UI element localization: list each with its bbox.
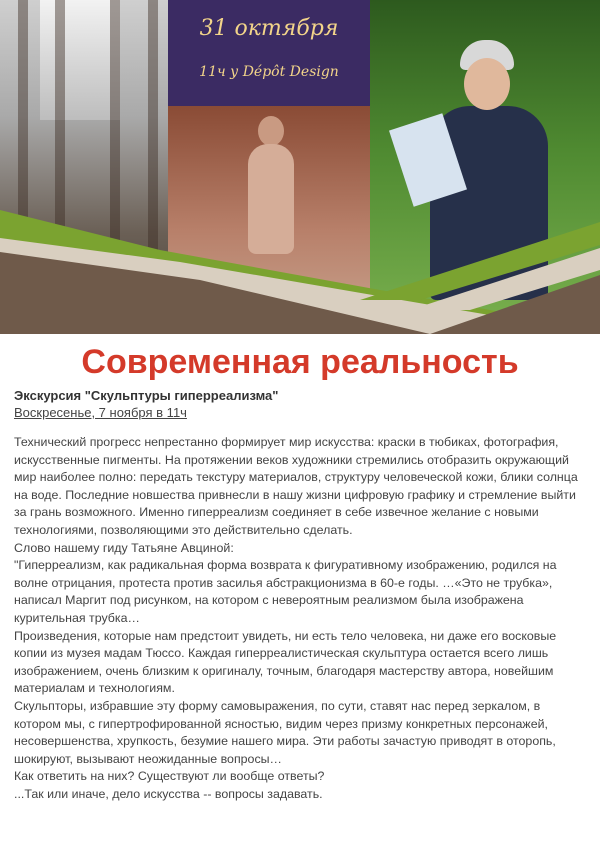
tour-title: Экскурсия "Скульптуры гиперреализма": [14, 388, 279, 403]
article: [0, 334, 600, 803]
banner-stripes: [0, 0, 600, 334]
article-body: [14, 434, 586, 803]
paragraph: Технический прогресс непрестанно формирует мир искусства: краски в тюбиках, фотография, искусственные пигменты. На протяжении веков художники стремились отобразить окружающий мир наиболее полно: передать текстуру материалов, структуру человеческой кожи, блики солнца на воде. Последние новшества привнесли в нашу жизни цифровую графику и стремление выйти за грань возможного. Именно гиперреализм соединяет в себе извечное желание с новыми технологиями, позволяющими это действительно сделать.: [14, 435, 578, 537]
paragraph: Как ответить на них? Существуют ли вообще ответы?: [14, 769, 325, 784]
event-banner: [0, 0, 600, 334]
paragraph: Слово нашему гиду Татьяне Авциной:: [14, 540, 234, 555]
paragraph: ...Так или иначе, дело искусства -- вопросы задавать.: [14, 786, 323, 801]
paragraph: "Гиперреализм, как радикальная форма возврата к фигуративному изображению, родился на волне отрицания, протеста против засилья абстракционизма в 60-е годы. …«Это не трубка», написал Маргит под рисунком, на котором с невероятным реализмом была изображена курительная трубка…: [14, 558, 557, 625]
paragraph: Скульпторы, избравшие эту форму самовыражения, по сути, ставят нас перед зеркалом, в котором мы, с гипертрофированной ясностью, видим через призму конкретных персонажей, несовершенства, хрупкость, безумие нашего мира. Эти работы зачастую приводят в оторопь, шокируют, вызывают неожиданные вопросы…: [14, 698, 556, 766]
event-date: 31 октября: [199, 16, 339, 41]
tour-date-link[interactable]: Воскресенье, 7 ноября в 11ч: [14, 405, 187, 420]
article-title: Современная реальность: [81, 343, 519, 381]
paragraph: Произведения, которые нам предстоит увидеть, ни есть тело человека, ни даже его восковые копии из музея мадам Тюссо. Каждая гиперреалистическая скульптура остается всего лишь изображением, очень близким к оригиналу, точным, благодаря мастерству автора, новейшим материалам и технологиям.: [14, 628, 557, 696]
event-place: 11ч у Dépôt Design: [199, 64, 339, 80]
